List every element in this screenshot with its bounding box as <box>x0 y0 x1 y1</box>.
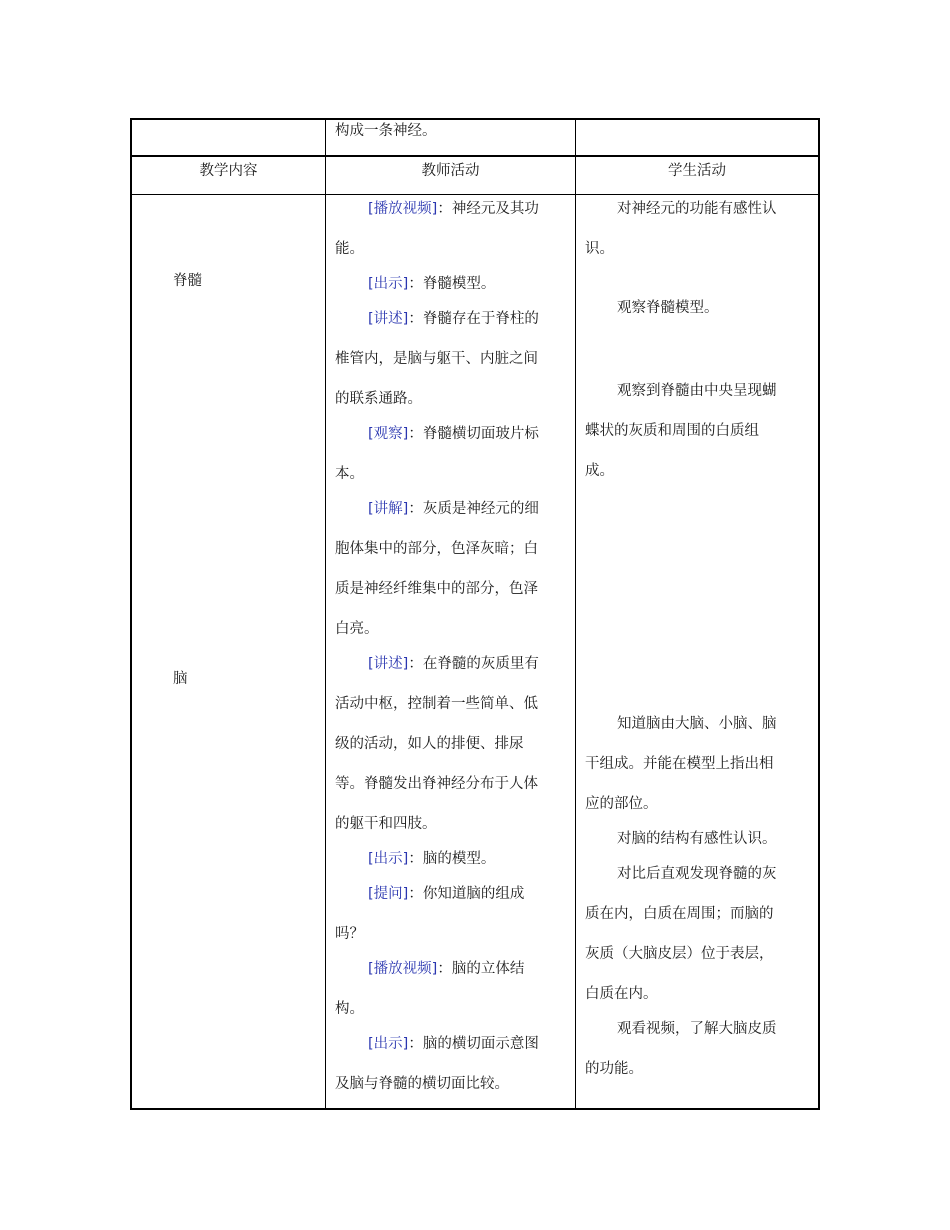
content-brain: 脑 <box>173 671 188 687</box>
student-line: 质在内，白质在周围；而脑的 <box>585 906 774 922</box>
carryover-teacher-text: 构成一条神经。 <box>335 123 437 139</box>
teacher-line: [出示]：脑的模型。 <box>368 851 496 867</box>
teacher-line: 椎管内，是脑与躯干、内脏之间 <box>335 351 538 367</box>
student-line: 白质在内。 <box>585 986 658 1002</box>
teacher-line: [播放视频]：神经元及其功 <box>368 201 539 217</box>
student-line: 对比后直观发现脊髓的灰 <box>617 866 777 882</box>
student-line: 观察脊髓模型。 <box>617 300 719 316</box>
student-line: 的功能。 <box>585 1061 643 1077</box>
activity-tag: [观察] <box>368 426 409 442</box>
activity-tag: [讲述] <box>368 311 409 327</box>
table-bottom-border <box>130 1108 820 1110</box>
activity-tag: [出示] <box>368 1036 409 1052</box>
teacher-line: [讲述]：在脊髓的灰质里有 <box>368 656 539 672</box>
teacher-line: [播放视频]：脑的立体结 <box>368 961 525 977</box>
activity-tag: [讲解] <box>368 501 409 517</box>
column-divider-2 <box>575 118 576 1110</box>
activity-tag: [讲述] <box>368 656 409 672</box>
teacher-line: 级的活动，如人的排便、排尿 <box>335 736 524 752</box>
header-student-activity: 学生活动 <box>668 163 726 179</box>
teacher-line: [讲解]：灰质是神经元的细 <box>368 501 539 517</box>
student-line: 观察到脊髓由中央呈现蝴 <box>617 383 777 399</box>
teacher-line: 活动中枢，控制着一些简单、低 <box>335 696 538 712</box>
activity-tag: [播放视频] <box>368 961 438 977</box>
teacher-line: 的躯干和四肢。 <box>335 816 437 832</box>
student-line: 对神经元的功能有感性认 <box>617 201 777 217</box>
student-line: 知道脑由大脑、小脑、脑 <box>617 716 777 732</box>
activity-tag: [出示] <box>368 851 409 867</box>
header-bottom-border <box>130 194 820 195</box>
student-line: 干组成。并能在模型上指出相 <box>585 756 774 772</box>
teacher-line: 等。脊髓发出脊神经分布于人体 <box>335 776 538 792</box>
teacher-line: 的联系通路。 <box>335 391 422 407</box>
teacher-line: 吗？ <box>335 926 364 942</box>
student-line: 成。 <box>585 463 614 479</box>
teacher-line: 及脑与脊髓的横切面比较。 <box>335 1076 509 1092</box>
teacher-line: 质是神经纤维集中的部分，色泽 <box>335 581 538 597</box>
header-teacher-activity: 教师活动 <box>421 163 480 179</box>
student-line: 蝶状的灰质和周围的白质组 <box>585 423 759 439</box>
teacher-line: 胞体集中的部分，色泽灰暗；白 <box>335 541 538 557</box>
teacher-line: 构。 <box>335 1001 364 1017</box>
content-spinal-cord: 脊髓 <box>173 273 202 289</box>
table-top-border <box>130 118 820 120</box>
teacher-line: 本。 <box>335 466 364 482</box>
activity-tag: [提问] <box>368 886 409 902</box>
activity-tag: [出示] <box>368 276 409 292</box>
header-teaching-content: 教学内容 <box>199 163 258 179</box>
header-top-border <box>130 155 820 157</box>
teacher-line: [提问]：你知道脑的组成 <box>368 886 525 902</box>
teacher-line: 白亮。 <box>335 621 379 637</box>
student-line: 对脑的结构有感性认识。 <box>617 831 777 847</box>
teacher-line: [讲述]：脊髓存在于脊柱的 <box>368 311 539 327</box>
teacher-line: [观察]：脊髓横切面玻片标 <box>368 426 539 442</box>
student-line: 应的部位。 <box>585 796 658 812</box>
student-line: 观看视频，了解大脑皮质 <box>617 1021 777 1037</box>
table-right-border <box>818 118 820 1110</box>
student-line: 灰质（大脑皮层）位于表层， <box>585 946 774 962</box>
table-left-border <box>130 118 132 1110</box>
activity-tag: [播放视频] <box>368 201 438 217</box>
teacher-line: 能。 <box>335 241 364 257</box>
teacher-line: [出示]：脊髓模型。 <box>368 276 496 292</box>
teacher-line: [出示]：脑的横切面示意图 <box>368 1036 539 1052</box>
student-line: 识。 <box>585 241 614 257</box>
column-divider-1 <box>325 118 326 1110</box>
